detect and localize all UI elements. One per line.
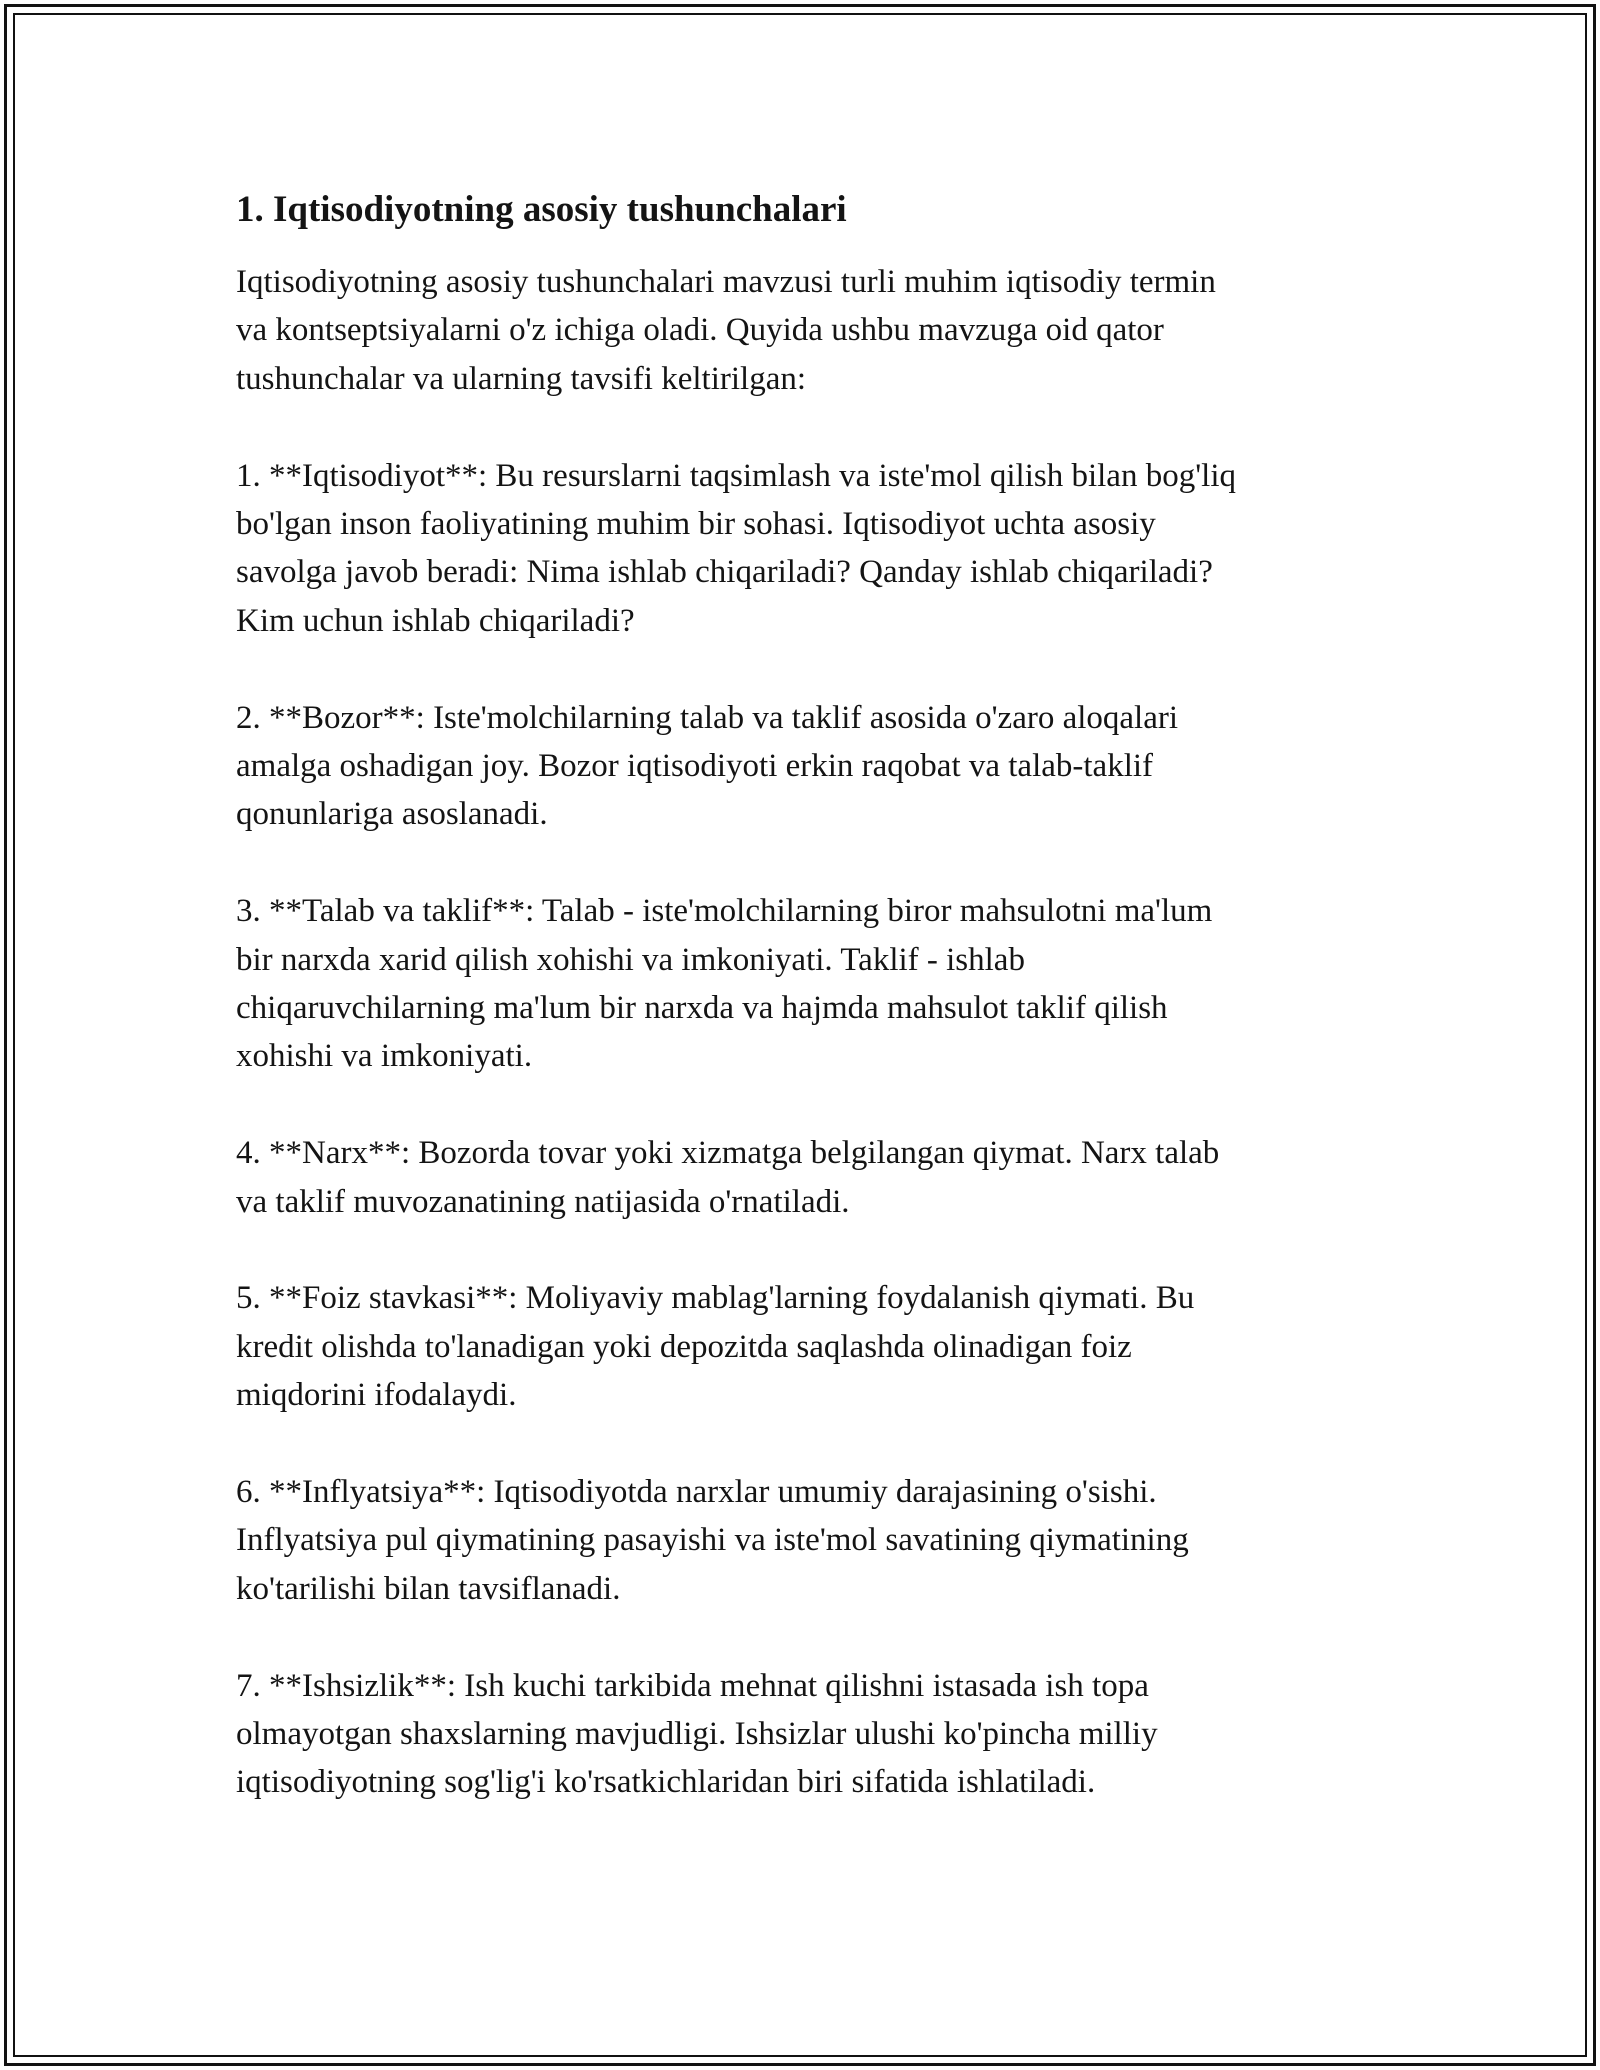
list-item-narx: 4. **Narx**: Bozorda tovar yoki xizmatga belgilangan qiymat. Narx talab va taklif muvozanatining natijasida o'rnatiladi. <box>236 1135 1220 1220</box>
list-item-inflyatsiya: 6. **Inflyatsiya**: Iqtisodiyotda narxlar umumiy darajasining o'sishi. Inflyatsiya pul qiymatining pasayishi va iste'mol savatining qiymatining ko'tarilishi bilan tavsiflanadi. <box>236 1474 1189 1607</box>
document-body <box>236 186 1366 1855</box>
document-title: 1. Iqtisodiyotning asosiy tushunchalari <box>236 189 847 230</box>
list-item-foiz-stavkasi: 5. **Foiz stavkasi**: Moliyaviy mablag'larning foydalanish qiymati. Bu kredit olishda to'lanadigan yoki depozitda saqlashda olinadigan foiz miqdorini ifodalaydi. <box>236 1280 1195 1414</box>
intro-paragraph: Iqtisodiyotning asosiy tushunchalari mavzusi turli muhim iqtisodiy termin va kontseptsiyalarni o'z ichiga oladi. Quyida ushbu mavzuga oid qator tushunchalar va ularning tavsifi keltirilgan: <box>236 264 1216 397</box>
list-item-iqtisodiyot: 1. **Iqtisodiyot**: Bu resurslarni taqsimlash va iste'mol qilish bilan bog'liq bo'lgan inson faoliyatining muhim bir sohasi. Iqtisodiyot uchta asosiy savolga javob beradi: Nima ishlab chiqariladi? Qanday ishlab chiqariladi? Kim uchun ishlab chiqariladi? <box>236 457 1236 639</box>
list-item-talab-va-taklif: 3. **Talab va taklif**: Talab - iste'molchilarning biror mahsulotni ma'lum bir narxda xarid qilish xohishi va imkoniyati. Taklif - ishlab chiqaruvchilarning ma'lum bir narxda va hajmda mahsulot taklif qilish xohishi va imkoniyati. <box>236 893 1213 1075</box>
list-item-ishsizlik: 7. **Ishsizlik**: Ish kuchi tarkibida mehnat qilishni istasada ish topa olmayotgan shaxslarning mavjudligi. Ishsizlar ulushi ko'pincha milliy iqtisodiyotning sog'lig'i ko'rsatkichlaridan biri sifatida ishlatiladi. <box>236 1667 1158 1801</box>
list-item-bozor: 2. **Bozor**: Iste'molchilarning talab va taklif asosida o'zaro aloqalari amalga oshadigan joy. Bozor iqtisodiyoti erkin raqobat va talab-taklif qonunlariga asoslanadi. <box>236 699 1179 833</box>
